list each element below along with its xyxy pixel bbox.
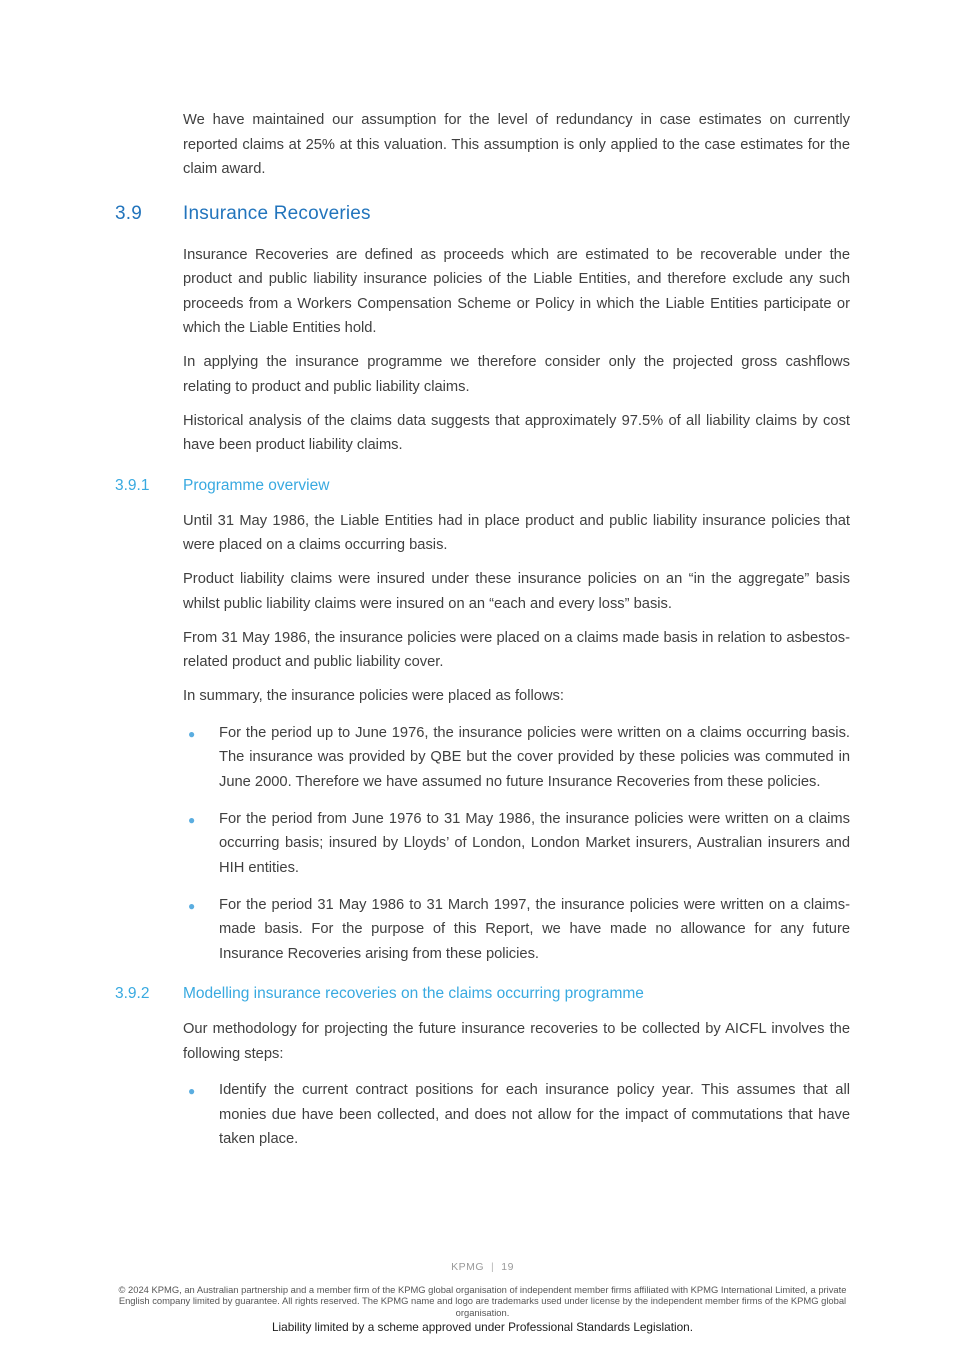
page-number: 19 xyxy=(501,1260,514,1273)
footer-brand: KPMG xyxy=(451,1260,484,1273)
intro-paragraph: We have maintained our assumption for the level of redundancy in case estimates on currently reported claims at 25% at this valuation. This assumption is only applied to the case estimates for the claim award. xyxy=(183,112,850,177)
subsection-title: Programme overview xyxy=(183,476,330,494)
subsection-title: Modelling insurance recoveries on the claims occurring programme xyxy=(183,985,644,1002)
section-number: 3.9 xyxy=(115,202,143,224)
subsection-number: 3.9.2 xyxy=(115,985,150,1002)
subsection-heading-3-9-1 xyxy=(115,477,850,495)
page-footer xyxy=(0,1261,965,1335)
paragraph: In applying the insurance programme we therefore consider only the projected gross cashflows relating to product and public liability claims. xyxy=(183,354,850,395)
footer-separator: | xyxy=(491,1260,495,1273)
paragraph: Product liability claims were insured under these insurance policies on an “in the aggregate” basis whilst public liability claims were insured on an “each and every loss” basis. xyxy=(183,571,850,612)
bullet-icon: ● xyxy=(188,1084,196,1098)
legal-disclaimer-text: © 2024 KPMG, an Australian partnership and a member firm of the KPMG global organisation of independent member firms affiliated with KPMG International Limited, a private English company limited by guarantee. All rights reserved. The KPMG name and logo are trademarks used under license by the independent member firms of the KPMG global organisation. xyxy=(118,1283,847,1319)
paragraph: Our methodology for projecting the future insurance recoveries to be collected by AICFL involves the following steps: xyxy=(183,1021,850,1062)
bullet-text: Identify the current contract positions for each insurance policy year. This assumes that all monies due have been collected, and does not allow for the impact of commutations that have taken place. xyxy=(219,1082,850,1147)
bullet-text: For the period from June 1976 to 31 May 1986, the insurance policies were written on a claims occurring basis; insured by Lloyds’ of London, London Market insurers, Australian insurers and HIH entities. xyxy=(219,810,850,876)
insurance-periods-bullet-list xyxy=(183,721,850,967)
list-item xyxy=(183,1078,850,1152)
section-heading-3-9 xyxy=(115,203,850,225)
bullet-icon: ● xyxy=(188,812,196,827)
bullet-icon: ● xyxy=(188,726,196,741)
subsection-number: 3.9.1 xyxy=(115,476,150,494)
bullet-text: For the period up to June 1976, the insurance policies were written on a claims occurring basis. The insurance was provided by QBE but the cover provided by these policies was commuted in June 2000. Therefore we have assumed no future Insurance Recoveries from these policies. xyxy=(219,724,850,790)
list-item xyxy=(183,721,850,795)
list-item xyxy=(183,807,850,881)
document-content xyxy=(115,0,850,1152)
section-title: Insurance Recoveries xyxy=(183,202,371,224)
paragraph: Historical analysis of the claims data suggests that approximately 97.5% of all liability claims by cost have been product liability claims. xyxy=(183,412,850,453)
paragraph: Until 31 May 1986, the Liable Entities had in place product and public liability insurance policies that were placed on a claims occurring basis. xyxy=(183,512,850,553)
paragraph: Insurance Recoveries are defined as proceeds which are estimated to be recoverable under the product and public liability insurance policies of the Liable Entities, and therefore exclude any such proceeds from a Workers Compensation Scheme or Policy in which the Liable Entities participate or which the Liable Entities hold. xyxy=(183,246,850,336)
paragraph: From 31 May 1986, the insurance policies were placed on a claims made basis in relation to asbestos-related product and public liability cover. xyxy=(183,629,850,670)
bullet-icon: ● xyxy=(188,898,196,913)
liability-statement-text: Liability limited by a scheme approved under Professional Standards Legislation. xyxy=(272,1320,693,1334)
methodology-bullet-list xyxy=(183,1078,850,1152)
list-item xyxy=(183,893,850,967)
paragraph: In summary, the insurance policies were placed as follows: xyxy=(183,688,564,704)
subsection-heading-3-9-2 xyxy=(115,985,850,1003)
bullet-text: For the period 31 May 1986 to 31 March 1997, the insurance policies were written on a claims-made basis. For the purpose of this Report, we have made no allowance for any future Insurance Recoveries arising from these policies. xyxy=(219,896,850,962)
running-footer xyxy=(0,1261,965,1273)
